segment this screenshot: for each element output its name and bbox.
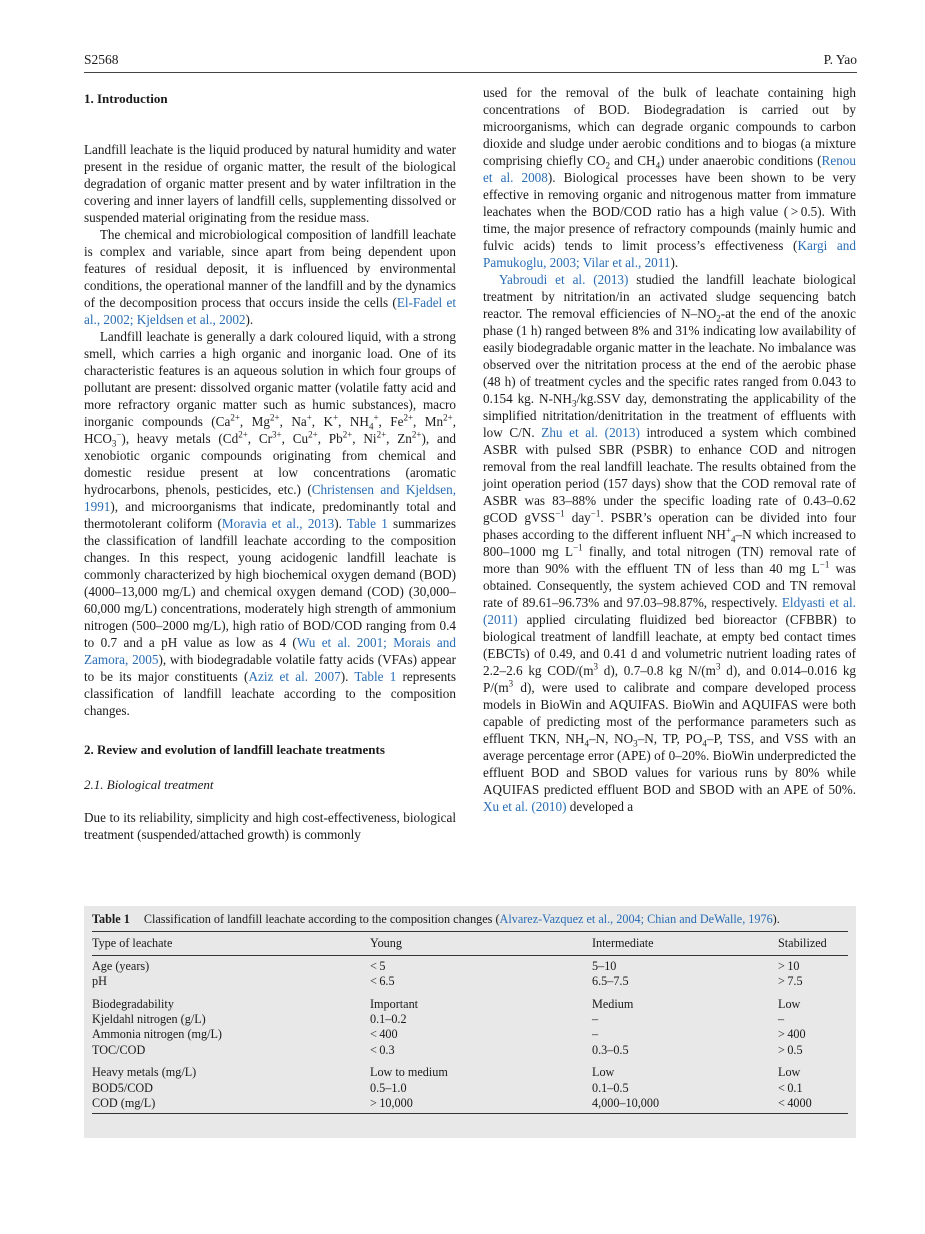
subsection-title-biological: 2.1. Biological treatment [84, 777, 214, 792]
table-row: Ammonia nitrogen (mg/L) < 400 – > 400 [92, 1027, 806, 1042]
table-header-row [92, 932, 848, 954]
table-row: TOC/COD < 0.3 0.3–0.5 > 0.5 [92, 1042, 803, 1057]
citation-link[interactable]: Kargi and Pamukoglu, 2003; Vilar et al., 2011 [483, 238, 856, 270]
header-rule [84, 72, 857, 73]
intro-paragraph-1: Landfill leachate is the liquid produced by natural humidity and water present in the residue of organic matter, the result of the biological degradation of organic matter present and by water infiltration in the covering and inner layers of landfill cells, supplementing dissolved or suspended material originating from the residue mass. [84, 142, 456, 225]
citation-link[interactable]: Alvarez-Vazquez et al., 2004; Chian and DeWalle, 1976 [499, 912, 773, 926]
section-title-review: 2. Review and evolution of landfill leachate treatments [84, 742, 385, 757]
biological-paragraph-1: Due to its reliability, simplicity and high cost-effectiveness, biological treatment (suspended/attached growth) is commonly [84, 810, 456, 842]
citation-link[interactable]: Yabroudi et al. (2013) [498, 272, 629, 287]
table-row: COD (mg/L) > 10,000 4,000–10,000 < 4000 [92, 1096, 812, 1111]
classification-table [92, 932, 848, 1114]
column-header: Stabilized [778, 936, 827, 951]
citation-link[interactable]: Christensen and Kjeldsen, 1991 [84, 482, 457, 514]
table-row: pH < 6.5 6.5–7.5 > 7.5 [92, 974, 803, 989]
table-1 [84, 906, 856, 1138]
column-header: Type of leachate [92, 936, 173, 951]
citation-link[interactable]: Xu et al. (2010) [483, 799, 567, 814]
right-paragraph-2: Yabroudi et al. (2013) studied the landfill leachate biological treatment by nitritation/in an activated sludge sequencing batch reactor. The removal efficiencies of $N-NO_2-at$ the end of the anoxic phase (1 h) ranged between 8% and 31% indicating low availability of easily biodegradable organic matter in the leachate. No imbalance was observed over the nitritation process at the end of the aerobic phase (48 h) of treatment cycles and the specific rates ranged from 0.043 to 0.154 kg. $N-NH_3/kg.SSV$ day, demonstrating the applicability of the simplified nitritation/denitritation in the treatment of effluents with low C/N. Zhu et al. (2013) introduced a system which combined ASBR with pulsed SBR (PSBR) to enhance COD and nitrogen removal from the real landfill leachate. The results obtained from the joint operation period (157 days) show that the COD removal rate of ASBR was 83–88% under the specific loading rate of 0.43–0.62 gCOD gVSS$^{-1}$ day$^{-1}$. PSBR’s operation can be divided into four phases according to the different influent $NH^+_4-N$ which increased to 800–1000 mg $L^{-1}$ finally, and total nitrogen (TN) removal rate of more than 90% with the effluent TN of less than 40 mg $L^{-1}$ was obtained. Consequently, the system achieved COD and TN removal rate of 89.61–96.73% and 97.03–98.87%, respectively. Eldyasti et al. (2011) applied circulating fluidized bed bioreactor (CFBBR) to biological treatment of landfill leachate, at empty bed contact times (EBCTs) of 0.49, and 0.41 d and volumetric nutrient loading rates of 2.2–2.6 kg COD/($m^3$ d), 0.7–0.8 kg $N/(m^3$ d), and 0.014–0.016 kg $P/(m^3$ d), were used to calibrate and compare developed process models in BioWin and AQUIFAS. BioWin and AQUIFAS were both capable of predicting most of the performance parameters such as effluent TKN, $NH_4-N$, $NO_3-N$, TP, $PO_4-P$, TSS, and VSS with an average percentage error (APE) of 0–20%. BioWin underpredicted the effluent BOD and SBOD values for various runs by 80% while AQUIFAS predicted effluent BOD and SBOD with an APE of 50%. Xu et al. (2010) developed a [483, 272, 857, 814]
citation-link[interactable]: Wu et al. 2001; Morais and Zamora, 2005 [84, 635, 456, 667]
column-header: Young [370, 936, 402, 951]
running-head [84, 52, 857, 68]
right-paragraph-1: used for the removal of the bulk of leachate containing high concentrations of BOD. Biodegradation is carried out by microorganisms, which can degrade organic compounds to carbon dioxide and sludge under aerobic conditions and to biogas (a mixture comprising chiefly $CO_2$ and $CH_4$) under anaerobic conditions (Renou et al. 2008). Biological processes have been shown to be very effective in removing organic and nitrogenous matter from immature leachates when the BOD/COD ratio has a high value ( > 0.5). With time, the major presence of refractory compounds (mainly humic and fulvic acids) tends to limit process’s effectiveness (Kargi and Pamukoglu, 2003; Vilar et al., 2011). [483, 85, 856, 270]
table-ref-link[interactable]: Table 1 [346, 516, 388, 531]
table-row: BOD5/COD 0.5–1.0 0.1–0.5 < 0.1 [92, 1080, 803, 1095]
table-row: Age (years) < 5 5–10 > 10 [92, 958, 800, 973]
intro-paragraph-2: The chemical and microbiological composition of landfill leachate is complex and variable, since apart from being dependent upon features of residual deposit, it is influenced by environmental conditions, the operational manner of the landfill and by the dynamics of the decomposition process that occurs inside the cells (El-Fadel et al., 2002; Kjeldsen et al., 2002). [84, 227, 456, 327]
column-header: Intermediate [592, 936, 654, 951]
intro-paragraph-3: Landfill leachate is generally a dark coloured liquid, with a strong smell, which carries a high organic and inorganic load. One of its characteristic features is an aqueous solution in which four groups of pollutant are present: dissolved organic matter (volatile fatty acid and more refractory organic matter such as humic substances), macro inorganic compounds ($Ca^{2+}$, $Mg^{2+}$, Na+, K+, $NH_4^+$, $Fe^{2+}$, $Mn^{2+}$, $HCO_3^-$), heavy metals ($Cd^{2+}$, $Cr^{3+}$, $Cu^{2+}$, $Pb^{2+}$, $Ni^{2+}$, $Zn^{2+}$), and xenobiotic organic compounds originating from chemical and domestic residue present at low concentrations (aromatic hydrocarbons, phenols, pesticides, etc.) (Christensen and Kjeldsen, 1991), and microorganisms that indicate, predominantly total and thermotolerant coliform (Moravia et al., 2013). Table 1 summarizes the classification of landfill leachate according to the composition changes. In this respect, young acidogenic landfill leachate is commonly characterized by high biochemical oxygen demand (BOD) (4000–13,000 mg/L) and chemical oxygen demand (COD) (30,000–60,000 mg/L) concentrations, moderately high strength of ammonium nitrogen (500–2000 mg/L), high ratio of BOD/COD ranging from 0.4 to 0.7 and a pH value as low as 4 (Wu et al. 2001; Morais and Zamora, 2005), with biodegradable volatile fatty acids (VFAs) appear to be its major constituents (Aziz et al. 2007). Table 1 represents classification of landfill leachate according to the composition changes. [84, 329, 457, 718]
citation-link[interactable]: El-Fadel et al., 2002; Kjeldsen et al., 2002 [84, 295, 456, 327]
table-row: Heavy metals (mg/L) Low to medium Low Low [92, 1065, 801, 1080]
page-number: S2568 [84, 52, 119, 67]
right-column [483, 84, 856, 815]
citation-link[interactable]: Eldyasti et al. (2011) [483, 595, 856, 627]
section-title-introduction: 1. Introduction [84, 91, 168, 106]
table-row: Kjeldahl nitrogen (g/L) 0.1–0.2 – – [92, 1012, 785, 1027]
citation-link[interactable]: Zhu et al. (2013) [541, 425, 640, 440]
citation-link[interactable]: Renou et al. 2008 [483, 153, 856, 185]
table-label: Table 1 [92, 912, 130, 926]
left-column [84, 84, 456, 843]
table-ref-link[interactable]: Table 1 [354, 669, 397, 684]
author-header: P. Yao [823, 52, 857, 67]
table-row: Biodegradability Important Medium Low [92, 996, 801, 1011]
table-caption: Table 1 Classification of landfill leachate according to the composition changes (Alvarez-Vazquez et al., 2004; Chian and DeWalle, 1976). [92, 912, 780, 926]
citation-link[interactable]: Aziz et al. 2007 [248, 669, 341, 684]
citation-link[interactable]: Moravia et al., 2013 [221, 516, 335, 531]
